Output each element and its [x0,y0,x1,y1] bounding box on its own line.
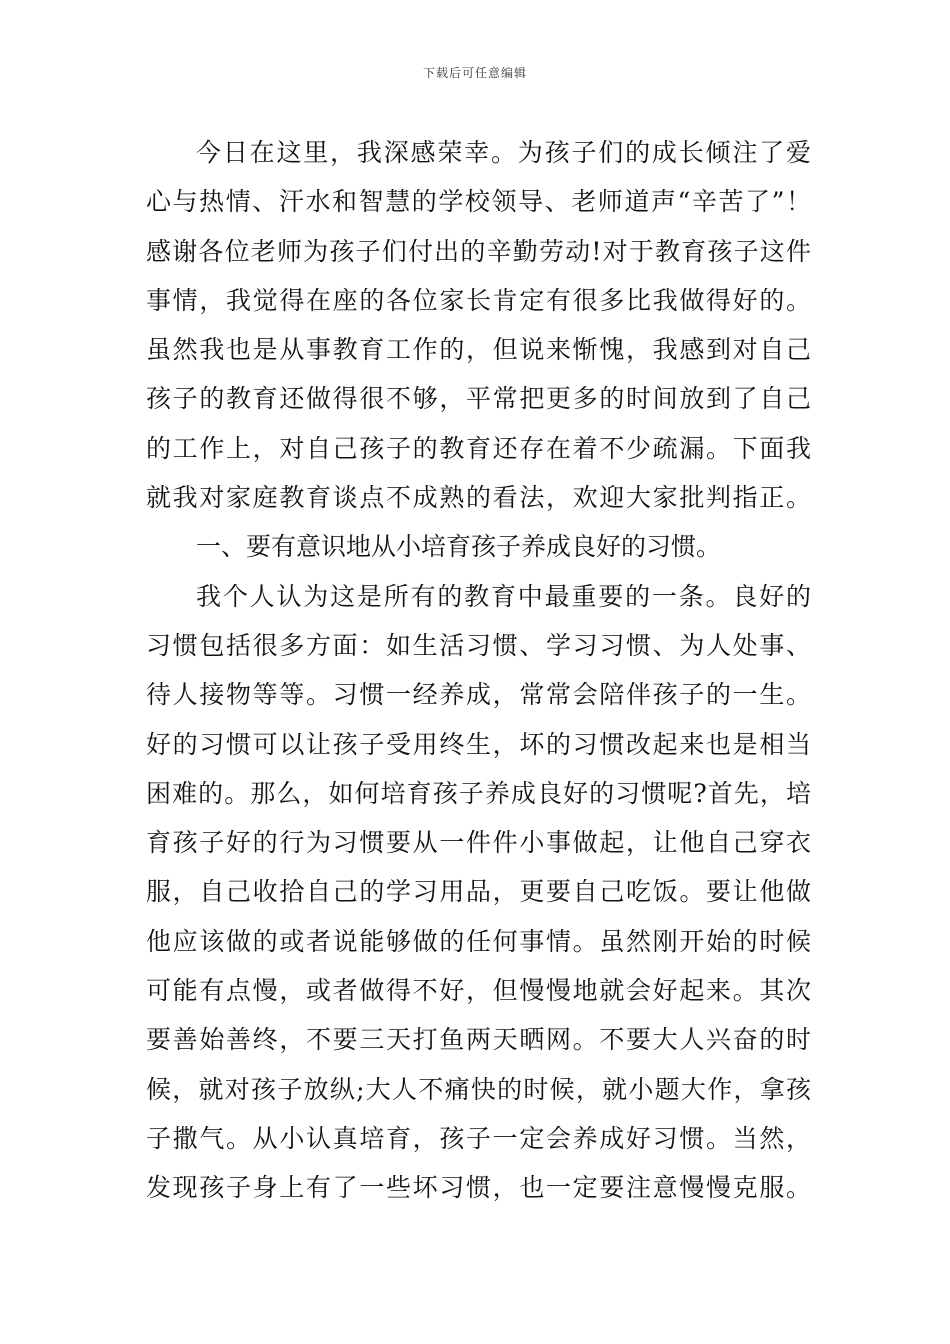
text-line: 虽然我也是从事教育工作的，但说来惭愧，我感到对自己 [146,335,811,365]
text-line: 他应该做的或者说能够做的任何事情。虽然刚开始的时候 [146,926,811,956]
text-line: 心与热情、汗水和智慧的学校领导、老师道声“辛苦了”！ [146,187,811,217]
text-line: 就我对家庭教育谈点不成熟的看法，欢迎大家批判指正。 [146,483,811,513]
text-line: 我个人认为这是所有的教育中最重要的一条。良好的 [196,581,811,611]
text-line: 要善始善终，不要三天打鱼两天晒网。不要大人兴奋的时 [146,1025,811,1055]
text-line: 困难的。那么，如何培育孩子养成良好的习惯呢?首先，培 [146,778,811,808]
text-line: 可能有点慢，或者做得不好，但慢慢地就会好起来。其次 [146,976,811,1006]
text-line: 今日在这里，我深感荣幸。为孩子们的成长倾注了爱 [196,138,811,167]
text-line: 子撒气。从小认真培育，孩子一定会养成好习惯。当然， [146,1123,811,1153]
text-line: 候，就对孩子放纵;大人不痛快的时候，就小题大作，拿孩 [146,1074,811,1104]
text-line: 待人接物等等。习惯一经养成，常常会陪伴孩子的一生。 [146,680,811,710]
section-heading [146,522,811,571]
paragraph-intro [146,128,811,522]
page-header-note: 下载后可任意编辑 [422,66,527,80]
text-line: 好的习惯可以让孩子受用终生，坏的习惯改起来也是相当 [146,729,811,759]
text-line: 发现孩子身上有了一些坏习惯，也一定要注意慢慢克服。 [146,1173,811,1203]
text-line: 事情，我觉得在座的各位家长肯定有很多比我做得好的。 [146,285,811,315]
text-line: 孩子的教育还做得很不够，平常把更多的时间放到了自己 [146,384,811,414]
text-line: 习惯包括很多方面：如生活习惯、学习习惯、为人处事、 [146,630,811,660]
text-line: 感谢各位老师为孩子们付出的辛勤劳动!对于教育孩子这件 [146,236,811,266]
heading-line: 一、要有意识地从小培育孩子养成良好的习惯。 [196,532,722,562]
text-line: 的工作上，对自己孩子的教育还存在着不少疏漏。下面我 [146,433,811,463]
text-line: 服，自己收拾自己的学习用品，更要自己吃饭。要让他做 [146,877,811,907]
text-line: 育孩子好的行为习惯要从一件件小事做起，让他自己穿衣 [146,828,811,858]
document-body [146,128,811,1213]
paragraph-habits [146,572,811,1213]
